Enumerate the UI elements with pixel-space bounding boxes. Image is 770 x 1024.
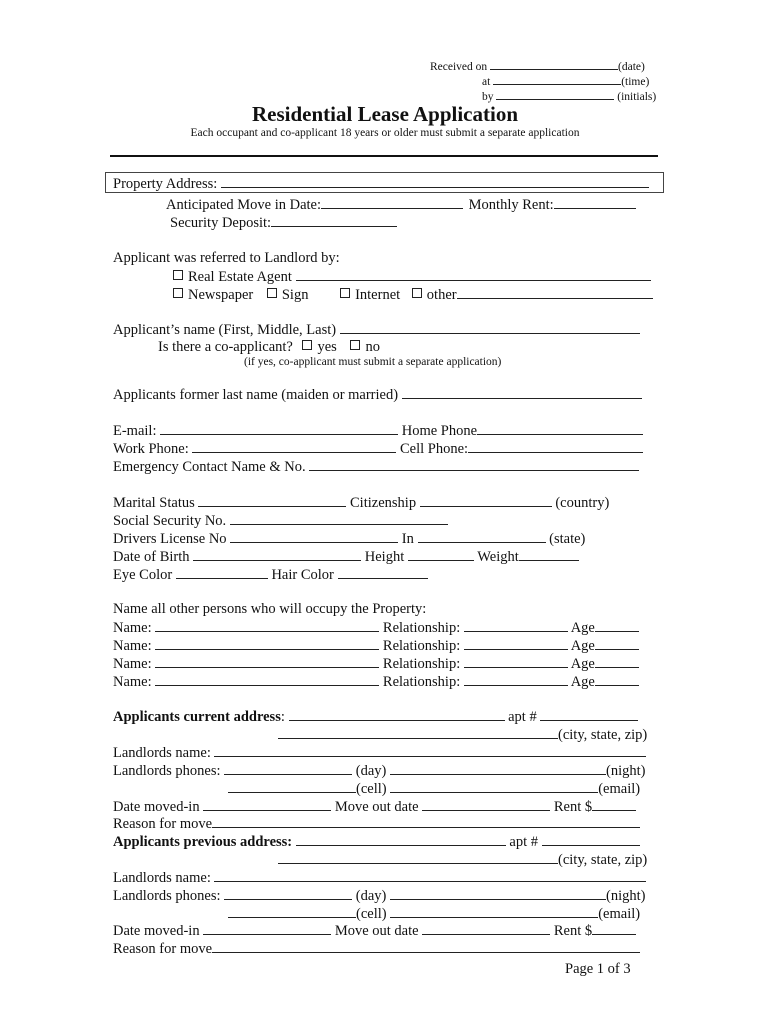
occupant-name-field[interactable]: [155, 636, 379, 650]
emergency-row: [113, 457, 639, 476]
occupant-age-field[interactable]: [595, 672, 639, 686]
current-phones-row: [113, 761, 645, 780]
current-cell-label: (cell): [356, 781, 387, 797]
occupants-label: Name all other persons who will occupy the Property:: [113, 601, 427, 617]
header-divider: [110, 155, 658, 157]
current-rent-label: Rent $: [553, 799, 593, 815]
current-cell-row: [228, 779, 640, 798]
current-move-out-field[interactable]: [422, 797, 550, 811]
ssn-row: [113, 511, 448, 530]
current-apt-label: apt #: [508, 709, 537, 725]
current-csz-label: (city, state, zip): [558, 727, 648, 743]
move-in-label: Anticipated Move in Date:: [166, 197, 322, 213]
other-field[interactable]: [457, 285, 653, 299]
current-rent-field[interactable]: [592, 797, 636, 811]
current-email-label: (email): [598, 781, 641, 797]
height-field[interactable]: [408, 547, 474, 561]
country-label: (country): [555, 495, 610, 511]
license-field[interactable]: [230, 529, 398, 543]
cell-phone-field[interactable]: [468, 439, 643, 453]
internet-label: Internet: [355, 287, 401, 303]
height-label: Height: [364, 549, 405, 565]
citizenship-label: Citizenship: [350, 495, 417, 511]
weight-field[interactable]: [519, 547, 579, 561]
previous-address-field[interactable]: [296, 832, 506, 846]
occupant-name-field[interactable]: [155, 654, 379, 668]
previous-day-phone-field[interactable]: [224, 886, 352, 900]
coapplicant-yes-label: yes: [317, 339, 337, 355]
applicant-name-label: Applicant’s name (First, Middle, Last): [113, 322, 337, 338]
deposit-row: [170, 213, 397, 232]
current-moved-in-label: Date moved-in: [113, 799, 200, 815]
move-in-field[interactable]: [321, 195, 463, 209]
occupant-row: [113, 654, 639, 673]
previous-landlord-phones-label: Landlords phones:: [113, 888, 221, 904]
received-initials-field[interactable]: [496, 86, 614, 100]
occupant-relationship-label: Relationship:: [382, 620, 461, 636]
former-name-row: [113, 385, 642, 404]
current-reason-field[interactable]: [212, 814, 640, 828]
previous-csz-row: [278, 850, 647, 869]
occupant-age-label: Age: [570, 656, 595, 672]
received-time-label: (time): [621, 76, 650, 88]
coapplicant-label: Is there a co-applicant?: [158, 339, 293, 355]
dob-field[interactable]: [193, 547, 361, 561]
work-phone-row: [113, 439, 643, 458]
received-initials-label: (initials): [617, 91, 657, 103]
license-in-label: In: [401, 531, 414, 547]
current-day-label: (day): [355, 763, 387, 779]
occupant-relationship-field[interactable]: [464, 618, 568, 632]
referral-agent-row: [173, 267, 651, 286]
occupant-name-label: Name:: [113, 638, 152, 654]
previous-reason-field[interactable]: [212, 939, 640, 953]
license-row: [113, 529, 585, 548]
move-in-row: [166, 195, 636, 214]
received-on-label: Received on: [430, 61, 488, 73]
received-by-label: by: [482, 91, 494, 103]
occupant-relationship-field[interactable]: [464, 672, 568, 686]
coapplicant-row: [158, 338, 380, 356]
previous-apt-label: apt #: [509, 834, 538, 850]
newspaper-label: Newspaper: [188, 287, 254, 303]
occupant-age-field[interactable]: [595, 654, 639, 668]
previous-email-field[interactable]: [390, 904, 598, 918]
current-reason-label: Reason for move: [113, 816, 213, 832]
occupant-age-field[interactable]: [595, 636, 639, 650]
marital-field[interactable]: [198, 493, 346, 507]
emergency-field[interactable]: [309, 457, 639, 471]
previous-day-label: (day): [355, 888, 387, 904]
work-phone-label: Work Phone:: [113, 441, 189, 457]
occupant-row: [113, 636, 639, 655]
page-number: Page 1 of 3: [565, 961, 631, 977]
marital-label: Marital Status: [113, 495, 195, 511]
previous-cell-field[interactable]: [228, 904, 356, 918]
property-address-row: [113, 174, 649, 193]
current-csz-field[interactable]: [278, 725, 558, 739]
occupant-name-field[interactable]: [155, 672, 379, 686]
previous-reason-row: [113, 939, 640, 958]
previous-email-label: (email): [598, 906, 641, 922]
ssn-field[interactable]: [230, 511, 448, 525]
coapplicant-note: (if yes, co-applicant must submit a separate application): [244, 356, 502, 368]
marital-row: [113, 493, 609, 512]
property-address-field[interactable]: [221, 174, 649, 188]
received-date-label: (date): [618, 61, 645, 73]
occupant-age-label: Age: [570, 638, 595, 654]
coapplicant-no-checkbox[interactable]: [350, 340, 360, 350]
newspaper-checkbox[interactable]: [173, 288, 183, 298]
dob-row: [113, 547, 579, 566]
other-checkbox[interactable]: [412, 288, 422, 298]
previous-landlord-row: [113, 868, 646, 887]
previous-dates-row: [113, 921, 636, 940]
eye-field[interactable]: [176, 565, 268, 579]
sign-checkbox[interactable]: [267, 288, 277, 298]
work-phone-field[interactable]: [192, 439, 396, 453]
former-name-label: Applicants former last name (maiden or married): [113, 387, 399, 403]
coapplicant-yes-checkbox[interactable]: [302, 340, 312, 350]
previous-night-phone-field[interactable]: [390, 886, 606, 900]
internet-checkbox[interactable]: [340, 288, 350, 298]
current-reason-row: [113, 814, 640, 833]
ssn-label: Social Security No.: [113, 513, 227, 529]
occupant-age-label: Age: [570, 674, 595, 690]
previous-rent-label: Rent $: [553, 923, 593, 939]
home-phone-label: Home Phone: [401, 423, 478, 439]
occupant-name-label: Name:: [113, 620, 152, 636]
security-deposit-label: Security Deposit:: [170, 215, 272, 231]
weight-label: Weight: [477, 549, 519, 565]
current-moved-in-field[interactable]: [203, 797, 331, 811]
license-state-field[interactable]: [418, 529, 546, 543]
current-landlord-name-field[interactable]: [214, 743, 646, 757]
security-deposit-field[interactable]: [271, 213, 397, 227]
occupant-name-label: Name:: [113, 656, 152, 672]
former-name-field[interactable]: [402, 385, 642, 399]
email-label: E-mail:: [113, 423, 157, 439]
occupant-age-label: Age: [570, 620, 595, 636]
other-label: other: [426, 287, 457, 303]
occupant-age-field[interactable]: [595, 618, 639, 632]
monthly-rent-label: Monthly Rent:: [468, 197, 554, 213]
previous-cell-label: (cell): [356, 906, 387, 922]
citizenship-field[interactable]: [420, 493, 552, 507]
current-address-field[interactable]: [289, 707, 505, 721]
license-label: Drivers License No: [113, 531, 227, 547]
email-row: [113, 421, 643, 440]
agent-checkbox[interactable]: [173, 270, 183, 280]
occupant-row: [113, 618, 639, 637]
received-time-field[interactable]: [493, 71, 621, 85]
previous-moved-in-field[interactable]: [203, 921, 331, 935]
current-cell-field[interactable]: [228, 779, 356, 793]
current-landlord-row: [113, 743, 646, 762]
previous-landlord-name-field[interactable]: [214, 868, 646, 882]
previous-phones-row: [113, 886, 645, 905]
received-at-label: at: [482, 76, 491, 88]
previous-csz-label: (city, state, zip): [558, 852, 648, 868]
emergency-label: Emergency Contact Name & No.: [113, 459, 306, 475]
license-state-label: (state): [549, 531, 586, 547]
current-email-field[interactable]: [390, 779, 598, 793]
current-apt-field[interactable]: [540, 707, 638, 721]
previous-night-label: (night): [606, 888, 646, 904]
agent-label: Real Estate Agent: [188, 269, 292, 285]
applicant-name-field[interactable]: [340, 320, 640, 334]
referral-options-row: [173, 285, 653, 304]
applicant-name-row: [113, 320, 640, 339]
occupant-relationship-label: Relationship:: [382, 638, 461, 654]
agent-field[interactable]: [296, 267, 651, 281]
hair-field[interactable]: [338, 565, 428, 579]
current-landlord-phones-label: Landlords phones:: [113, 763, 221, 779]
monthly-rent-field[interactable]: [554, 195, 636, 209]
occupant-relationship-label: Relationship:: [382, 674, 461, 690]
coapplicant-no-label: no: [365, 339, 380, 355]
cell-phone-label: Cell Phone:: [400, 441, 469, 457]
referral-label: Applicant was referred to Landlord by:: [113, 250, 340, 266]
previous-address-label: Applicants previous address:: [113, 834, 293, 850]
sign-label: Sign: [281, 287, 309, 303]
received-date-field[interactable]: [490, 56, 618, 70]
current-day-phone-field[interactable]: [224, 761, 352, 775]
previous-reason-label: Reason for move: [113, 941, 213, 957]
previous-apt-field[interactable]: [542, 832, 640, 846]
property-address-label: Property Address:: [113, 176, 218, 192]
eye-label: Eye Color: [113, 567, 173, 583]
previous-rent-field[interactable]: [592, 921, 636, 935]
occupant-name-field[interactable]: [155, 618, 379, 632]
eye-row: [113, 565, 428, 584]
current-address-label: Applicants current address: [113, 709, 281, 725]
previous-address-row: [113, 832, 640, 851]
page-subtitle: Each occupant and co-applicant 18 years or older must submit a separate application: [190, 127, 580, 139]
previous-moved-in-label: Date moved-in: [113, 923, 200, 939]
occupant-relationship-field[interactable]: [464, 654, 568, 668]
occupant-row: [113, 672, 639, 691]
current-night-label: (night): [606, 763, 646, 779]
previous-move-out-label: Move out date: [334, 923, 419, 939]
previous-landlord-name-label: Landlords name:: [113, 870, 211, 886]
dob-label: Date of Birth: [113, 549, 190, 565]
current-address-row: Applicants current address: apt #: [113, 707, 638, 726]
previous-csz-field[interactable]: [278, 850, 558, 864]
email-field[interactable]: [160, 421, 398, 435]
current-landlord-name-label: Landlords name:: [113, 745, 211, 761]
current-move-out-label: Move out date: [334, 799, 419, 815]
home-phone-field[interactable]: [477, 421, 643, 435]
occupant-relationship-label: Relationship:: [382, 656, 461, 672]
previous-move-out-field[interactable]: [422, 921, 550, 935]
current-night-phone-field[interactable]: [390, 761, 606, 775]
hair-label: Hair Color: [271, 567, 334, 583]
occupant-relationship-field[interactable]: [464, 636, 568, 650]
occupant-name-label: Name:: [113, 674, 152, 690]
current-csz-row: [278, 725, 647, 744]
page-title: Residential Lease Application: [251, 102, 519, 126]
